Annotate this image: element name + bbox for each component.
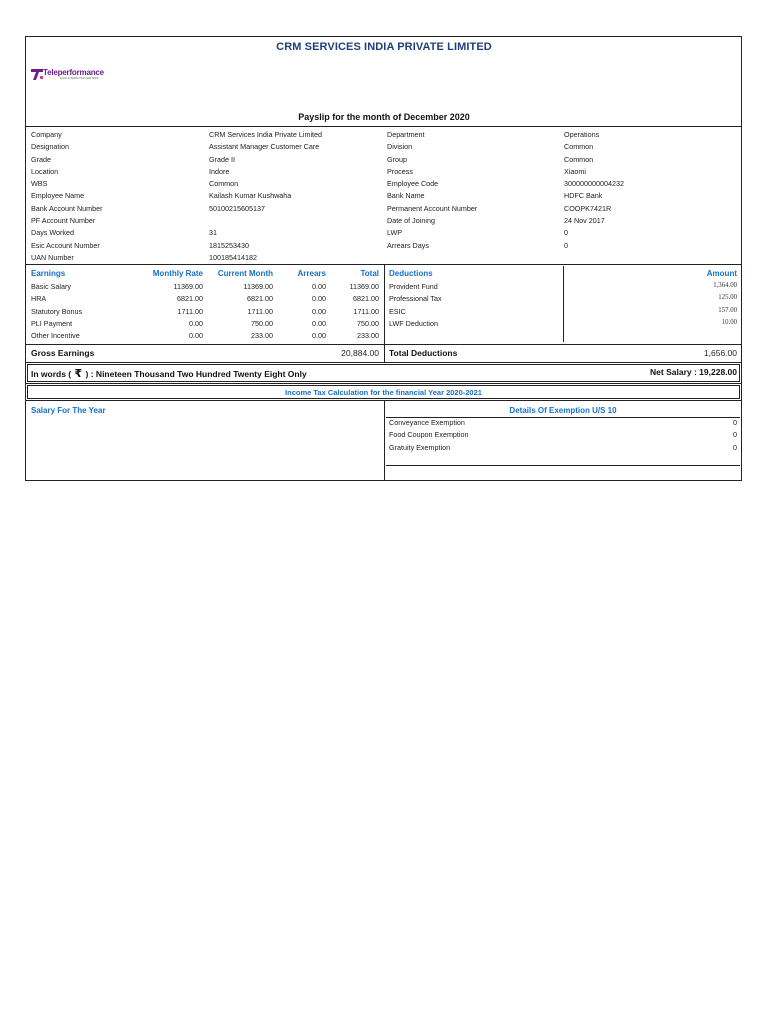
info-label: Date of Joining [387, 216, 435, 226]
earning-monthly: 6821.00 [177, 294, 203, 304]
exemption-value: 0 [733, 442, 737, 452]
info-label: Employee Name [31, 191, 85, 201]
divider-header [25, 126, 742, 127]
exemption-bottom-line [386, 465, 740, 466]
total-deductions-label: Total Deductions [389, 348, 458, 358]
earning-arrears: 0.00 [312, 306, 326, 316]
exemption-value: 0 [733, 430, 737, 440]
words-suffix: ) : Nineteen Thousand Two Hundred Twenty Eight Only [85, 369, 307, 379]
exemption-heading: Details Of Exemption U/S 10 [509, 406, 617, 415]
company-logo [30, 66, 120, 84]
info-row [31, 190, 371, 202]
gross-earnings-label: Gross Earnings [31, 348, 95, 358]
logo-brand-text: Teleperformance [43, 68, 104, 77]
info-value: 50100215605137 [209, 203, 265, 213]
deduction-amount: 125.00 [718, 294, 737, 302]
info-row [31, 203, 371, 215]
company-title: CRM SERVICES INDIA PRIVATE LIMITED [276, 41, 492, 53]
info-row [387, 215, 737, 227]
earning-monthly: 1711.00 [177, 306, 203, 316]
total-header: Total [360, 269, 379, 278]
info-label: Grade [31, 154, 51, 164]
info-label: Group [387, 154, 407, 164]
earning-total: 11369.00 [349, 282, 379, 291]
info-row [31, 240, 371, 252]
earning-current: 6821.00 [247, 294, 273, 304]
info-label: Process [387, 166, 413, 176]
info-value: Assistant Manager Customer Care [209, 142, 320, 152]
exemption-value: 0 [733, 418, 737, 427]
deduction-amount: 10.00 [721, 318, 737, 326]
info-row [31, 178, 371, 190]
earning-arrears: 0.00 [312, 294, 326, 304]
exemption-name: Food Coupon Exemption [389, 430, 469, 440]
logo-tagline: EACH INTERACTION MATTERS [60, 77, 99, 80]
info-row [31, 227, 371, 239]
info-label: LWP [387, 228, 403, 238]
earning-name: Statutory Bonus [31, 306, 83, 316]
divider-words [25, 383, 742, 384]
earning-monthly: 0.00 [189, 318, 203, 328]
info-value: CRM Services India Private Limited [209, 130, 323, 139]
earning-arrears: 0.00 [312, 331, 326, 341]
gross-earnings-value: 20,884.00 [341, 348, 379, 358]
deduction-name: ESIC [389, 306, 406, 316]
info-value: 0 [564, 240, 568, 250]
earning-arrears: 0.00 [312, 282, 326, 291]
info-label: Days Worked [31, 228, 75, 238]
info-row [387, 240, 737, 252]
employee-info-left [31, 129, 371, 264]
info-label: Bank Name [387, 191, 425, 201]
info-row [31, 141, 371, 153]
info-label: Division [387, 142, 413, 152]
info-label: Department [387, 130, 425, 139]
net-salary: Net Salary : 19,228.00 [650, 367, 737, 377]
earning-current: 233.00 [251, 331, 273, 341]
info-label: WBS [31, 179, 48, 189]
info-label: PF Account Number [31, 216, 96, 226]
current-month-header: Current Month [217, 269, 273, 278]
info-value: 100185414182 [209, 252, 257, 262]
earning-total: 750.00 [357, 318, 379, 328]
earning-arrears: 0.00 [312, 318, 326, 328]
deduction-amount: 1,364.00 [713, 282, 737, 289]
info-value: Common [564, 154, 594, 164]
earning-name: PLI Payment [31, 318, 73, 328]
earning-total: 1711.00 [353, 306, 379, 316]
arrears-header: Arrears [297, 269, 326, 278]
info-value: Kailash Kumar Kushwaha [209, 191, 292, 201]
info-value: 24 Nov 2017 [564, 216, 605, 226]
deduction-name: Professional Tax [389, 294, 442, 304]
info-row [387, 227, 737, 239]
employee-info-right [387, 129, 737, 252]
info-row [31, 129, 371, 141]
words-prefix: In words ( [31, 369, 72, 379]
info-value: Xiaomi [564, 166, 586, 176]
earning-current: 1711.00 [247, 306, 273, 316]
earning-total: 6821.00 [353, 294, 379, 304]
info-label: Permanent Account Number [387, 203, 478, 213]
deductions-header: Deductions [389, 269, 433, 278]
deduction-name: LWF Deduction [389, 318, 438, 328]
divider-deduct-amount [563, 266, 564, 342]
info-row [387, 190, 737, 202]
info-label: Location [31, 166, 59, 176]
info-value: 31 [209, 228, 217, 238]
earning-total: 233.00 [357, 331, 379, 341]
info-row [387, 166, 737, 178]
info-row [31, 154, 371, 166]
earning-monthly: 11369.00 [173, 282, 203, 291]
info-value: Indore [209, 166, 230, 176]
total-deductions-value: 1,656.00 [703, 348, 737, 358]
earning-name: Basic Salary [31, 282, 71, 291]
info-row [387, 178, 737, 190]
info-label: Company [31, 130, 62, 139]
info-value: Grade II [209, 154, 235, 164]
earning-current: 750.00 [251, 318, 273, 328]
info-label: Esic Account Number [31, 240, 100, 250]
info-value: Operations [564, 130, 600, 139]
monthly-rate-header: Monthly Rate [152, 269, 203, 278]
info-row [31, 166, 371, 178]
earning-monthly: 0.00 [189, 331, 203, 341]
info-row [387, 154, 737, 166]
info-value: HDFC Bank [564, 191, 603, 201]
info-value: 300000000004232 [564, 179, 624, 189]
earning-current: 11369.00 [243, 282, 273, 291]
salary-for-year-heading: Salary For The Year [31, 406, 106, 415]
info-row [387, 203, 737, 215]
exemption-name: Conveyance Exemption [389, 418, 465, 427]
info-value: 1815253430 [209, 240, 249, 250]
income-tax-title: Income Tax Calculation for the financial Year 2020-2021 [285, 388, 482, 397]
info-value: Common [564, 142, 594, 152]
divider-tax-columns [384, 400, 385, 481]
info-label: Arrears Days [387, 240, 429, 250]
info-label: Designation [31, 142, 69, 152]
deduction-name: Provident Fund [389, 282, 438, 291]
teleperformance-logo-icon [30, 67, 44, 81]
info-row [387, 141, 737, 153]
info-label: Employee Code [387, 179, 439, 189]
divider-earn-deduct [384, 264, 385, 362]
payslip-title: Payslip for the month of December 2020 [298, 112, 470, 122]
divider-gross [25, 362, 742, 363]
info-row [31, 215, 371, 227]
info-value: 0 [564, 228, 568, 238]
earning-name: HRA [31, 294, 47, 304]
amount-in-words [31, 367, 307, 380]
rupee-icon: ₹ [74, 368, 83, 380]
info-value: COOPK7421R [564, 203, 612, 213]
earning-name: Other Incentive [31, 331, 80, 341]
deduction-amount: 157.00 [718, 306, 737, 314]
info-row [387, 129, 737, 141]
exemption-name: Gratuity Exemption [389, 442, 451, 452]
amount-header: Amount [706, 269, 737, 278]
info-label: UAN Number [31, 252, 74, 262]
info-row [31, 252, 371, 264]
info-value: Common [209, 179, 239, 189]
info-label: Bank Account Number [31, 203, 103, 213]
earnings-header: Earnings [31, 269, 66, 278]
